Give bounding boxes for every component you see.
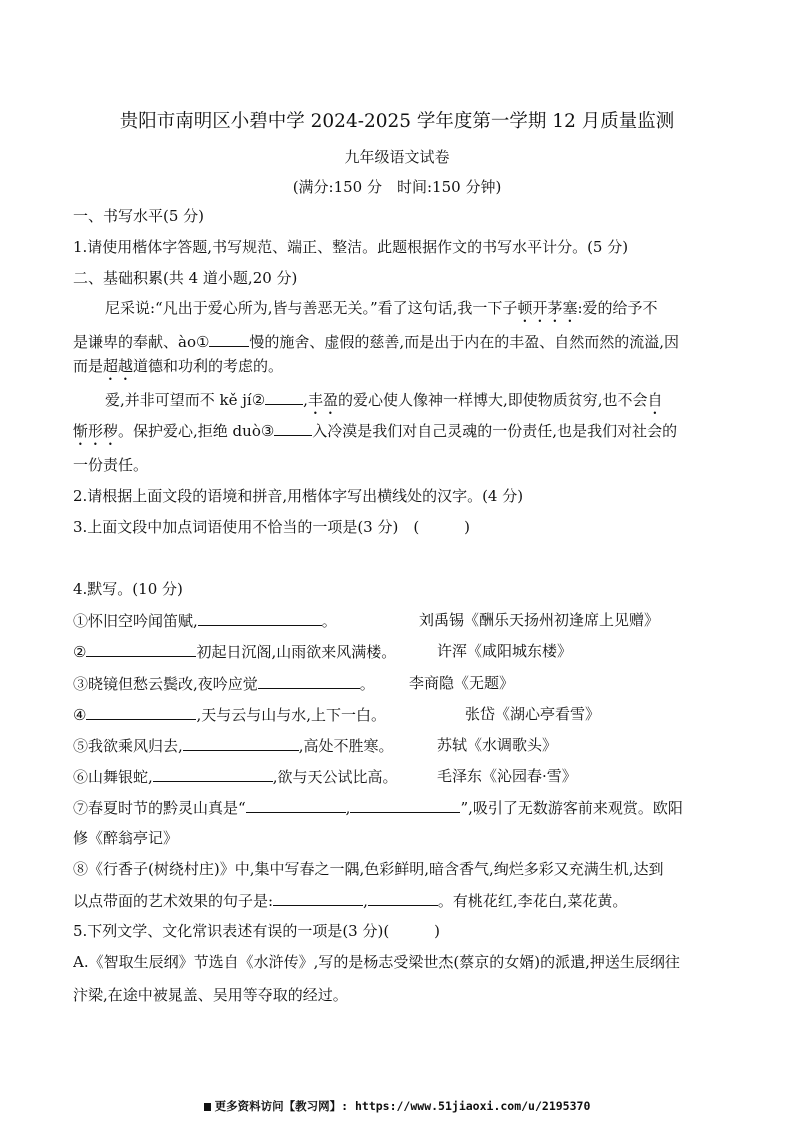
poem-line-7-source: 修《醉翁亭记》 (73, 829, 179, 847)
poem-line-4: ④ ,天与云与山与水,上下一白。 张岱《湖心亭看雪》 (73, 705, 601, 724)
question-1: 1.请使用楷体字答题,书写规范、端正、整洁。此题根据作文的书写水平计分。(5 分) (73, 238, 629, 256)
answer-blank[interactable] (153, 766, 273, 782)
dotted-word: 惭形秽 (73, 422, 119, 440)
poem-line-8-cont: 以点带面的艺术效果的句子是: , 。有桃花红,李花白,菜花黄。 (73, 892, 628, 910)
question-3: 3.上面文段中加点词语使用不恰当的一项是(3 分) ( ) (73, 518, 471, 536)
answer-blank[interactable] (246, 797, 346, 813)
flag-icon (204, 1103, 211, 1111)
dotted-word: 自 (647, 391, 663, 409)
answer-blank[interactable] (258, 673, 360, 689)
question-5-option-a[interactable]: A.《智取生辰纲》节选自《水浒传》,写的是杨志受梁世杰(蔡京的女婿)的派遣,押送生辰纲往 (73, 953, 680, 971)
poem-line-5: ⑤我欲乘风归去, ,高处不胜寒。 苏轼《水调歌头》 (73, 736, 558, 755)
answer-blank-2[interactable] (265, 389, 303, 405)
answer-blank[interactable] (183, 735, 299, 751)
poem-line-8: ⑧《行香子(树绕村庄)》中,集中写春之一隅,色彩鲜明,暗含香气,绚烂多彩又充满生机,达到 (73, 860, 664, 878)
answer-blank[interactable] (86, 641, 196, 657)
answer-blank[interactable] (368, 890, 438, 906)
passage-line-5: 惭形秽。保护爱心,拒绝 duò③ 入冷漠是我们对自己灵魂的一份责任,也是我们对社会的 (73, 422, 678, 440)
footer-link[interactable]: 更多资料访问【教习网】: https://www.51jiaoxi.com/u/2195370 (214, 1099, 591, 1113)
passage-line-3: 而是超越道德和功利的考虑的。 (73, 357, 284, 375)
question-5-option-a-cont: 汴梁,在途中被晁盖、吴用等夺取的经过。 (73, 986, 348, 1004)
question-4: 4.默写。(10 分) (73, 580, 183, 598)
page-footer (0, 1098, 794, 1114)
dotted-word: 顿开茅塞 (517, 299, 578, 317)
passage-line-1: 尼采说:“凡出于爱心所为,皆与善恶无关。”看了这句话,我一下子顿开茅塞:爱的给予不 (105, 299, 658, 317)
passage-line-6: 一份责任。 (73, 456, 149, 474)
exam-meta: (满分:150 分 时间:150 分钟) (292, 178, 502, 196)
answer-blank-1[interactable] (209, 331, 249, 347)
answer-blank-3[interactable] (274, 420, 312, 436)
poem-line-1: ①怀旧空吟闻笛赋, 。 刘禹锡《酬乐天扬州初逢席上见赠》 (73, 611, 660, 630)
poem-source: 毛泽东《沁园春·雪》 (437, 767, 577, 785)
poem-line-2: ② 初起日沉阁,山雨欲来风满楼。 许浑《咸阳城东楼》 (73, 642, 573, 661)
poem-source: 刘禹锡《酬乐天扬州初逢席上见赠》 (419, 611, 660, 629)
question-2: 2.请根据上面文段的语境和拼音,用楷体字写出横线处的汉字。(4 分) (73, 487, 524, 505)
poem-line-6: ⑥山舞银蛇, ,欲与天公试比高。 毛泽东《沁园春·雪》 (73, 767, 577, 786)
dotted-word: 超越 (103, 357, 134, 375)
question-5: 5.下列文学、文化常识表述有误的一项是(3 分)( ) (73, 922, 441, 940)
page-subtitle: 九年级语文试卷 (344, 148, 450, 166)
section-2-heading: 二、基础积累(共 4 道小题,20 分) (73, 269, 298, 287)
poem-source: 李商隐《无题》 (409, 674, 515, 692)
poem-source: 苏轼《水调歌头》 (437, 736, 558, 754)
dotted-word: 丰盈 (307, 391, 338, 409)
poem-line-3: ③晓镜但愁云鬓改,夜吟应觉 。 李商隐《无题》 (73, 674, 515, 693)
passage-line-4: 爱,并非可望而不 kě jí② ,丰盈的爱心使人像神一样博大,即使物质贫穷,也不会自 (105, 391, 663, 409)
poem-source: 张岱《湖心亭看雪》 (465, 705, 601, 723)
page-title: 贵阳市南明区小碧中学 2024-2025 学年度第一学期 12 月质量监测 (119, 111, 675, 132)
poem-source: 许浑《咸阳城东楼》 (437, 642, 573, 660)
answer-blank[interactable] (273, 890, 363, 906)
passage-line-2: 是谦卑的奉献、ào① 慢的施舍、虚假的慈善,而是出于内在的丰盈、自然而然的流溢,因 (73, 333, 679, 351)
answer-blank[interactable] (350, 797, 460, 813)
answer-blank[interactable] (86, 704, 196, 720)
answer-blank[interactable] (198, 610, 322, 626)
poem-line-7: ⑦春夏时节的黔灵山真是“ , ”,吸引了无数游客前来观赏。欧阳 (73, 799, 683, 817)
section-1-heading: 一、书写水平(5 分) (73, 207, 205, 225)
